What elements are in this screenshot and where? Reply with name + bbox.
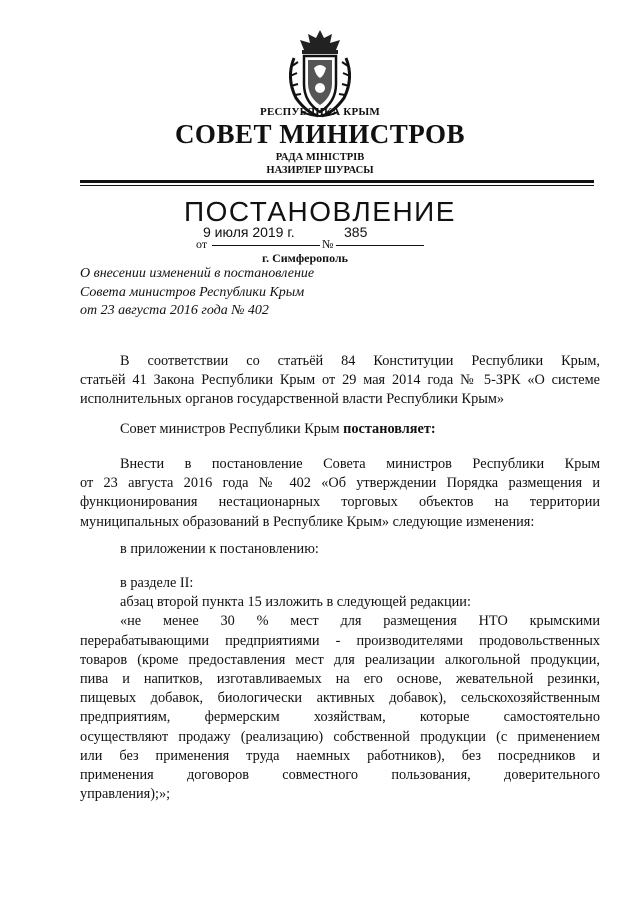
text-line: или без применения труда наемных работников), без посредников и: [80, 747, 600, 764]
text-line: функционирования нестационарных торговых объектов на территории: [80, 494, 600, 511]
republic-title: РЕСПУБЛИКА КРЫМ: [260, 106, 380, 118]
subject-line: О внесении изменений в постановление: [80, 266, 315, 281]
text-line: абзац второй пункта 15 изложить в следующей редакции:: [120, 594, 471, 611]
council-title-ukrainian: РАДА МІНІСТРІВ: [275, 152, 365, 163]
document-city: г. Симферополь: [262, 251, 348, 265]
text-line: от 23 августа 2016 года № 402 «Об утверждении Порядка размещения и: [80, 475, 600, 492]
text-line: применения договоров совместного пользования, доверительного: [80, 767, 600, 784]
date-underline: [212, 245, 320, 246]
header-divider-thick: [80, 180, 594, 183]
text-line: статьёй 41 Закона Республики Крым от 29 мая 2014 года № 5-ЗРК «О системе: [80, 372, 600, 389]
text-line: «не менее 30 % мест для размещения НТО крымскими: [120, 613, 600, 630]
paragraph-resolves: [80, 420, 600, 439]
paragraph-appendix: [80, 540, 600, 559]
text-line: в приложении к постановлению:: [120, 541, 319, 557]
text-line: товаров (кроме предоставления мест для реализации алкогольной продукции,: [80, 651, 600, 668]
text-line: в разделе II:: [120, 575, 194, 591]
document-number: 385: [344, 224, 368, 240]
text-line: осуществляют продажу (реализацию) собственной продукции (с применением: [80, 728, 600, 745]
resolves-bold: постановляет:: [343, 421, 436, 437]
text-line: [80, 420, 600, 439]
text-line: исполнительных органов государственной власти Республики Крым»: [80, 391, 505, 408]
text-line: перерабатывающими предприятиями - производителями продовольственных: [80, 632, 600, 649]
header-divider-thin: [80, 185, 594, 186]
resolves-text: Совет министров Республики Крым: [120, 421, 344, 437]
document-date: 9 июля 2019 г.: [203, 224, 295, 240]
text-line: муниципальных образований в Республике Крым» следующие изменения:: [80, 513, 535, 530]
subject-line: Совета министров Республики Крым: [80, 284, 305, 300]
number-underline: [336, 245, 424, 246]
date-label: от: [196, 237, 208, 251]
text-line: управления);»;: [80, 786, 171, 803]
number-label: №: [322, 237, 334, 251]
document-type: ПОСТАНОВЛЕНИЕ: [184, 196, 456, 227]
council-title: СОВЕТ МИНИСТРОВ: [174, 119, 466, 149]
text-line: Внести в постановление Совета министров Республики Крым: [120, 456, 600, 472]
text-line: предприятиям, фермерским хозяйствам, которые самостоятельно: [80, 709, 600, 726]
paragraph-section-two: [80, 574, 600, 804]
council-title-crimean-tatar: НАЗИРЛЕР ШУРАСЫ: [266, 165, 374, 176]
text-line: пищевых добавок, биологически активных добавок), сельскохозяйственным: [80, 690, 600, 707]
text-line: В соответствии со статьёй 84 Конституции Республики Крым,: [120, 353, 600, 369]
subject-line: от 23 августа 2016 года № 402: [80, 303, 269, 318]
paragraph-legal-basis: [80, 352, 600, 410]
document-subject: [80, 265, 380, 321]
text-line: пива и напитков, изготавливаемых на его основе, жевательной резинки,: [80, 671, 600, 688]
paragraph-amend: [80, 455, 600, 532]
